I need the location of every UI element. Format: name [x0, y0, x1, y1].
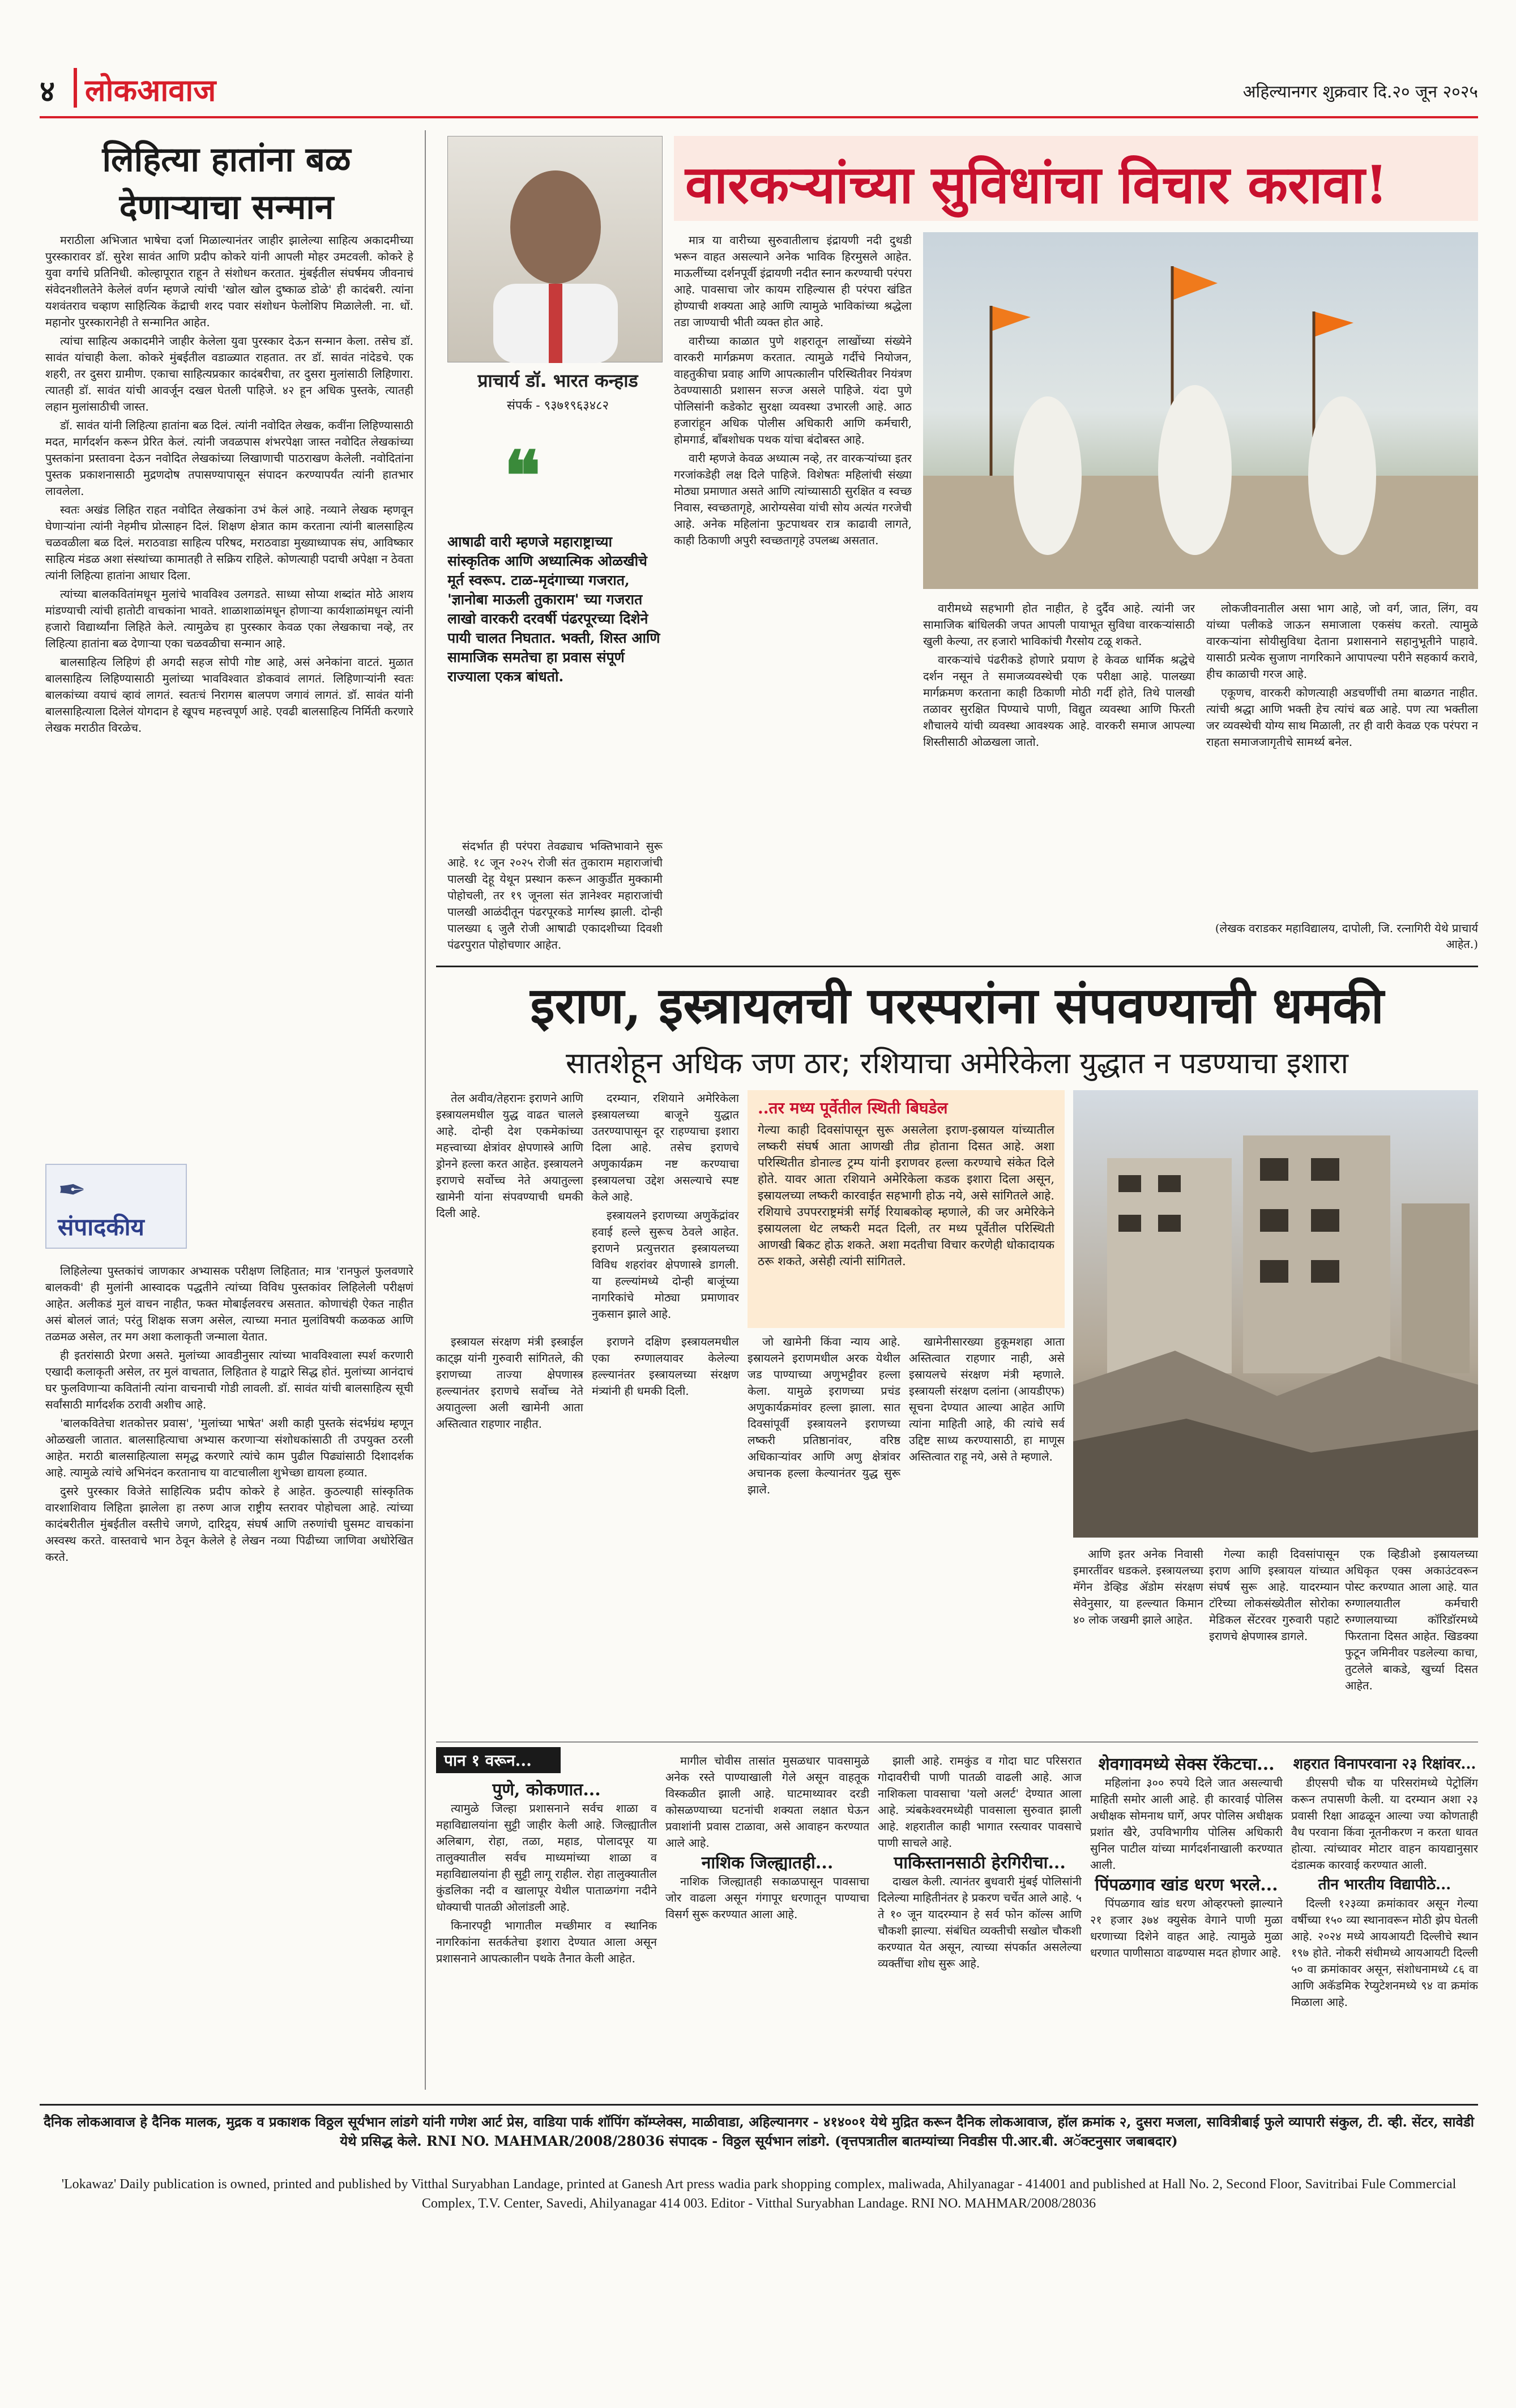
story4-col1: [436, 1778, 657, 2095]
story3-col2: [592, 1090, 739, 1328]
story3-para: तेल अवीव/तेहरानः इराणने आणि इस्त्रायलमधील युद्ध वाढत चालले आहे. दोन्ही देश एकमेकांच्या महत्त्वाच्या क्षेत्रांवर क्षेपणास्त्रे आणि ड्रोनने हल्ला करत आहेत. इस्त्रायलने इराणचे सर्वोच्च नेते अयातुल्ला खामेनी यांना संपवण्याची धमकी दिली आहे.: [436, 1091, 583, 1220]
story4-para: त्यामुळे जिल्हा प्रशासनाने सर्वच शाळा व महाविद्यालयांना सुट्टी जाहीर केली आहे. जिल्ह्यातील अलिबाग, रोहा, तळा, महाड, पोलादपूर या तालुक्यातील सर्वच माध्यमांच्या शाळा व महाविद्यालयांना ही सुट्टी लागू राहील. रोहा तालुक्यातील कुंडलिका नदी व खालापूर येथील पाताळगंगा नदीने धोक्याची पातळी ओलांडली आहे.: [436, 1801, 657, 1914]
story2-title: वारकऱ्यांच्या सुविधांचा विचार करावा!: [685, 154, 1388, 215]
logo-text: लोकआवाज: [85, 72, 216, 108]
story1-title: लिहित्या हातांना बळ देणाऱ्याचा सन्मान: [102, 140, 351, 227]
story2-para: लोकजीवनातील असा भाग आहे, जो वर्ग, जात, लिंग, वय यांच्या पलीकडे जाऊन समाजाला एकसंघ करतो. त्यामुळे वारकऱ्यांना सोयीसुविधा देताना प्रशासनाने सहानुभूतीने पाहावे. यासाठी प्रत्येक सुजाण नागरिकाने आपापल्या परीने सहकार्य करावे, हीच काळाची गरज आहे.: [1206, 601, 1478, 681]
story3-box-title: ..तर मध्य पूर्वेतील स्थिती बिघडेल: [758, 1099, 948, 1117]
footer-imprint-marathi: दैनिक लोकआवाज हे दैनिक मालक, मुद्रक व प्रकाशक विठ्ठल सूर्यभान लांडगे यांनी गणेश आर्ट प्रेस, वाडिया पार्क शॉपिंग कॉम्प्लेक्स, माळीवाडा, अहिल्यानगर - ४१४००१ येथे मुद्रित करून दैनिक लोकआवाज, हॉल क्रमांक २, दुसरा मजला, सावित्रीबाई फुले व्यापारी संकुल, टी. व्ही. सेंटर, सावेडी येथे प्रसिद्ध केले. RNI NO. MAHMAR/2008/28036 संपादक - विठ्ठल सूर्यभान लांडगे. (वृत्तपत्रातील बातम्यांच्या निवडीस पी.आर.बी. अॅक्टनुसार जबाबदार): [44, 2114, 1474, 2149]
story4-title: [436, 1747, 561, 1773]
quote-icon: ❝: [504, 436, 541, 516]
story4-col3: [878, 1753, 1082, 2095]
story3-col1: [436, 1090, 583, 1328]
story1-para: स्वतः अखंड लिहित राहत नवोदित लेखकांना उभं केलं आहे. नव्याने लेखक म्हणवून घेणाऱ्यांना त्यांनी नेहमीच प्रोत्साहन दिलं. शिक्षण क्षेत्रात काम करताना त्यांनी बालसाहित्य चळवळीला बळ दिलं. मराठवाडा साहित्य परिषद, मराठवाडा मुख्याध्यापक संघ, आविष्कार साहित्य मंडळ अशा संस्थांच्या कामातही ते सक्रिय राहिले. कोणत्याही पदाची अपेक्षा न ठेवता त्यांनी लिहित्या हातांना आधार दिला.: [45, 503, 413, 582]
author-photo: [447, 136, 663, 362]
story4-para: दिल्ली १२३व्या क्रमांकावर असून गेल्या वर्षीच्या १५० व्या स्थानावरून मोठी झेप घेतली आहे. २०२४ मध्ये आयआयटी दिल्लीचे स्थान १९७ होते. नोकरी संधीमध्ये आयआयटी दिल्ली ५० वा क्रमांकावर असून, संशोधनामध्ये ८६ वा आणि अकॅडमिक रेप्युटेशनमध्ये ९४ वा क्रमांक मिळाला आहे.: [1291, 1897, 1478, 2009]
story4-col2: [665, 1753, 869, 2095]
story1-para: मराठीला अभिजात भाषेचा दर्जा मिळाल्यानंतर जाहीर झालेल्या साहित्य अकादमीच्या पुरस्कारावर डॉ. सुरेश सावंत आणि प्रदीप कोकरे यांनी आपली मोहर उमटवली. कोकरे हे युवा वर्गाचे प्रतिनिधी. कोल्हापूरात राहून ते संशोधन करतात. मुंबईतील संघर्षमय जीवनाचं संवेदनशीलतेने केलेलं वर्णन म्हणजे त्यांची 'खोल खोल दुष्काळ डोळे' ही कादंबरी. त्यांना यशवंतराव चव्हाण साहित्यिक केंद्राची शरद पवार संशोधन फेलोशिप मिळालेली. ना. धों. महानोर पुरस्कारानेही ते सन्मानित आहेत.: [45, 233, 413, 329]
author-name: प्राचार्य डॉ. भारत कन्हाड: [477, 370, 638, 391]
story4-title-text: पान १ वरून...: [444, 1751, 532, 1770]
story4-subhead: पुणे, कोकणात...: [492, 1780, 601, 1800]
story2-col1: [447, 838, 663, 957]
story1-para: 'बालकवितेचा शतकोत्तर प्रवास', 'मुलांच्या भाषेत' अशी काही पुस्तके संदर्भग्रंथ म्हणून ओळखली जातात. बालसाहित्याचा अभ्यास करणाऱ्या संशोधकांसाठी ती उपयुक्त ठरली आहेत. मराठी बालसाहित्याला समृद्ध करणारे त्यांचे काम पुढील पिढ्यांसाठी दिशादर्शक आहे. त्यामुळे त्यांचे अभिनंदन करतानाच या वाटचालीला शुभेच्छा द्यायला हव्यात.: [45, 1416, 413, 1479]
masthead-rule: [40, 116, 1478, 118]
story4-para: किनारपट्टी भागातील मच्छीमार व स्थानिक नागरिकांना सतर्कतेचा इशारा देण्यात आला असून प्रशासनाने आपत्कालीन पथके तैनात केली आहेत.: [436, 1919, 657, 1965]
story4-subhead: शहरात विनापरवाना २३ रिक्षांवर...: [1293, 1756, 1476, 1773]
story1-body-cont: [45, 1263, 413, 2095]
story3-para: गेल्या काही दिवसांपासून इराण आणि इस्त्रायल यांच्यात संघर्ष सुरू आहे. यादरम्यान टॉरेच्या लोकसंख्येतील सोरोका मेडिकल सेंटरवर गुरुवारी पहाटे इराणचे क्षेपणास्त्र डागले.: [1209, 1547, 1339, 1643]
story1-para: लिहिलेल्या पुस्तकांचं जाणकार अभ्यासक परीक्षण लिहितात; मात्र 'रानफुलं फुलवणारे बालकवी' ही मुलांनी आस्वादक पद्धतीने त्यांच्या विविध पुस्तकांवर लिहिलेली परीक्षणं आहेत. अलीकडं मुलं वाचन नाहीत, फक्त मोबाईलवरच असतात. कोणाचंही ऐकत नाहीत असं बोललं जातं; परंतु शिक्षक सजग असेल, त्याच्या मनात मुलांविषयी कळकळ आणि तळमळ असेल, तर मग अशा कलाकृती जन्माला येतात.: [45, 1264, 413, 1343]
story3-title: इराण, इस्त्रायलची परस्परांना संपवण्याची धमकी: [530, 976, 1384, 1035]
feather-icon: ✒: [58, 1171, 87, 1210]
story3-col11: [1345, 1546, 1478, 1739]
story2-col2: [674, 232, 912, 957]
story1-para: त्यांच्या बालकवितांमधून मुलांचे भावविश्व उलगडते. साध्या सोप्या शब्दांत मोठे आशय मांडण्याची त्यांची हातोटी वाचकांना भावते. शाळाशाळांमधून होणाऱ्या कार्यशाळांमधून त्यांनी हजारो विद्यार्थ्यांना लिहिते केले. त्यामुळेच हा पुरस्कार केवळ एका लेखकाचा नव्हे, तर लिहित्या हातांना बळ देणाऱ्या एका चळवळीचा सन्मान आहे.: [45, 587, 413, 650]
story3-box-text: गेल्या काही दिवसांपासून सुरू असलेला इराण-इस्रायल यांच्यातील लष्करी संघर्ष आता आणखी तीव्र होताना दिसत आहे. अशा परिस्थितीत डोनाल्ड ट्रम्प यांनी इराणवर हल्ला करण्याचे संकेत दिले होते. यावर आता रशियाने अमेरिकेला कडक इशारा दिला असून, इस्रायलच्या लष्करी कारवाईत सहभागी होऊ नये, असे सांगितले आहे. रशियाचे उपपरराष्ट्रमंत्री सर्गेई रियाबकोव्ह म्हणाले, की जर अमेरिकेने इस्रायलला थेट लष्करी मदत दिली, तर मध्य पूर्वेतील परिस्थिती आणखी बिकट होऊ शकते. अशा मदतीचा विचार करणेही धोकादायक ठरू शकते, असेही त्यांनी सांगितले.: [758, 1123, 1054, 1268]
section-divider: [436, 966, 1478, 967]
story3-para: इराणने दक्षिण इस्त्रायलमधील एका रुग्णालयावर केलेल्या हल्ल्यानंतर इस्त्रायलच्या संरक्षण मंत्र्यांनी ही धमकी दिली.: [592, 1335, 739, 1398]
story2-para: एकूणच, वारकरी कोणत्याही अडचणींची तमा बाळगत नाहीत. त्यांची श्रद्धा आणि भक्ती हेच त्यांचं बळ आहे. पण त्या भक्तीला जर व्यवस्थेची योग्य साथ मिळाली, तर ही वारी केवळ एक परंपरा न राहता समाजजागृतीचे सामर्थ्य बनेल.: [1206, 686, 1478, 749]
procession-illustration: [923, 232, 1478, 589]
section-divider: [436, 1741, 1478, 1743]
story1-body: [45, 232, 413, 1150]
story4-col4: [1090, 1753, 1283, 2095]
page-number: ४: [40, 74, 55, 109]
story4-para: नाशिक जिल्ह्यातही सकाळपासून पावसाचा जोर वाढला असून गंगापूर धरणातून पाण्याचा विसर्ग सुरू करण्यात आला आहे.: [665, 1875, 869, 1921]
story3-para: इस्त्रायल संरक्षण मंत्री इस्त्राईल काट्झ यांनी गुरुवारी सांगितले, की इराणच्या ताज्या क्षेपणास्त्र हल्ल्यानंतर इराणचे सर्वोच्च नेते अयातुल्ला अली खामेनी आता अस्तित्वात राहणार नाहीत.: [436, 1335, 583, 1431]
story3-para: दरम्यान, रशियाने अमेरिकेला इस्त्रायलच्या बाजूने युद्धात उतरण्यापासून दूर राहण्याचा इशारा दिला आहे. तसेच इराणचे अणुकार्यक्रम नष्ट करण्याचा इस्त्रायलचा उद्देश असल्याचे स्पष्ट केले आहे.: [592, 1091, 739, 1203]
story4-para: मागील चोवीस तासांत मुसळधार पावसामुळे अनेक रस्ते पाण्याखाली गेले असून वाहतूक विस्कळीत झाली आहे. घाटमाथ्यावर दरडी कोसळण्याच्या घटनांची शक्यता लक्षात घेऊन प्रवाशांनी प्रवास टाळावा, असे आवाहन करण्यात आले आहे.: [665, 1754, 869, 1850]
story2-para: संदर्भात ही परंपरा तेवढ्याच भक्तिभावाने सुरू आहे. १८ जून २०२५ रोजी संत तुकाराम महाराजांची पालखी देहू येथून प्रस्थान करून आकुर्डीत मुक्कामी पोहोचली, तर १९ जूनला संत ज्ञानेश्वर महाराजांची पालखी आळंदीतून पंढरपूरकडे मार्गस्थ झाली. दोन्ही पालख्या ६ जुलै रोजी आषाढी एकादशीच्या दिवशी पंढरपुरात पोहोचणार आहेत.: [447, 839, 663, 951]
story2-col4: [1206, 600, 1478, 917]
story3-col3: [436, 1334, 583, 1538]
story2-para: वारीमध्ये सहभागी होत नाहीत, हे दुर्दैव आहे. त्यांनी जर सामाजिक बांधिलकी जपत आपली पायाभूत सुविधा वारकऱ्यांसाठी खुली केल्या, तर हजारो भाविकांची गैरसोय टळू शकते.: [923, 601, 1195, 648]
story4-subhead: पिंपळगाव खांड धरण भरले...: [1095, 1875, 1278, 1895]
story3-col9: [1073, 1546, 1203, 1739]
story4-col5: [1291, 1753, 1478, 2095]
story3-para: आणि इतर अनेक निवासी इमारतींवर धडकले. इस्त्रायलच्या मॅगेन डेव्हिड ॲडोम संरक्षण सेवेनुसार, या हल्ल्यात किमान ४० लोक जखमी झाले आहेत.: [1073, 1547, 1203, 1626]
story1-para: बालसाहित्य लिहिणं ही अगदी सहज सोपी गोष्ट आहे, असं अनेकांना वाटतं. मुळात बालसाहित्य लिहिण्यासाठी मुलांच्या भावविश्वात डोकवावं लागतं. लिहिणाऱ्यांनी स्वतः बालकांच्या वयाचं व्हावं लागतं. स्वतःचं निरागस बालपण जगावं लागतं. डॉ. सावंत यांनी बालसाहित्याला दिलेलं योगदान हे खूपच महत्त्वपूर्ण आहे. एवढी बालसाहित्य निर्मिती करणारे लेखक मराठीत विरळेच.: [45, 655, 413, 735]
pullquote: आषाढी वारी म्हणजे महाराष्ट्राच्या सांस्कृतिक आणि अध्यात्मिक ओळखीचे मूर्त स्वरूप. टाळ-मृदंगाच्या गजरात, 'ज्ञानोबा माऊली तुकाराम' च्या गजरात लाखो वारकरी दरवर्षी पंढरपूरच्या दिशेने पायी चालत निघतात. भक्ती, शिस्त आणि सामाजिक समतेचा हा प्रवास संपूर्ण राज्याला एकत्र बांधतो.: [447, 533, 660, 685]
destroyed-building-photo: [1073, 1090, 1478, 1538]
story1-para: डॉ. सावंत यांनी लिहित्या हातांना बळ दिलं. त्यांनी नवोदित लेखक, कवींना लिहिण्यासाठी मदत, मार्गदर्शन करून प्रेरित केलं. त्यांनी जवळपास शंभरपेक्षा जास्त नवोदित लेखकांच्या पुस्तकांना प्रस्तावना देऊन नवोदित लेखकांच्या लिखाणाची पाठराखण केलेली. नवोदितांना पुस्तक प्रकाशनासाठी मुद्रणदोष तपासण्यापासून संपादन करण्यापर्यंत त्यांनी हातभार लावलेला.: [45, 419, 413, 498]
story3-col4: [592, 1334, 739, 1538]
story3-para: एक व्हिडीओ इस्रायलच्या अधिकृत एक्स अकाउंटवरून पोस्ट करण्यात आला आहे. यात रुग्णालयातील कर्मचारी रुग्णालयाच्या कॉरिडॉरमध्ये फिरताना दिसत आहेत. खिडक्या फुटून जमिनीवर पडलेल्या काचा, तुटलेले बाकडे, खुर्च्या दिसत आहेत.: [1345, 1547, 1478, 1692]
story3-col5: [748, 1334, 900, 1538]
rubble-illustration: [1073, 1090, 1478, 1538]
story4-para: झाली आहे. रामकुंड व गोदा घाट परिसरात गोदावरीची पाणी पातळी वाढली आहे. आज नाशिकला पावसाचा 'यलो अलर्ट' देण्यात आला आहे. त्र्यंबकेश्वरमध्येही पावसाला सुरुवात झाली आहे. शहरातील काही भागात रस्त्यावर पावसाचे पाणी साचले आहे.: [878, 1754, 1082, 1850]
story3-subtitle: सातशेहून अधिक जण ठार; रशियाचा अमेरिकेला युद्धात न पडण्याचा इशारा: [566, 1047, 1348, 1081]
masthead: [40, 68, 1478, 113]
story4-subhead: तीन भारतीय विद्यापीठे...: [1318, 1876, 1451, 1893]
story1-para: ही इतरांसाठी प्रेरणा असते. मुलांच्या आवडीनुसार त्यांच्या भावविश्वाला स्पर्श करणारी एखादी कलाकृती असेल, तर मुलं वाचतात, लिहितात हे याद्वारे सिद्ध होतं. मुलांच्या आनंदाचं घर फुलविणाऱ्या कवितांनी त्यांना वाचनाची गोडी लावली. डॉ. सावंत यांची बालसाहित्य सूची सर्वांसाठी मार्गदर्शक ठरावी अशीच आहे.: [45, 1348, 413, 1411]
story2-para: मात्र या वारीच्या सुरुवातीलाच इंद्रायणी नदी दुथडी भरून वाहत असल्याने अनेक भाविक हिरमुसले आहेत. माऊलींच्या दर्शनपूर्वी इंद्रायणी नदीत स्नान करण्याची परंपरा आहे. पावसाचा जोर कायम राहिल्यास ही परंपरा खंडित होण्याची शक्यता आहे आणि त्यामुळे भाविकांच्या श्रद्धेला तडा जाण्याची भीती व्यक्त होत आहे.: [674, 233, 912, 329]
story4-para: पिंपळगाव खांड धरण ओव्हरफ्लो झाल्याने २१ हजार ३७४ क्युसेक वेगाने पाणी मुळा धरणाच्या दिशेने वाहत आहे. त्यामुळे मुळा धरणात पाणीसाठा वाढण्यास मदत होणार आहे.: [1090, 1897, 1283, 1959]
story1-para: त्यांचा साहित्य अकादमीने जाहीर केलेला युवा पुरस्कार देऊन सन्मान केला. तसेच डॉ. सावंत यांचाही केला. कोकरे मुंबईतील वडाळ्यात राहतात. तर डॉ. सावंत नांदेडचे. एक शहरी, तर दुसरा ग्रामीण. एकाचा साहित्यप्रकार कादंबरीचा, तर दुसरा मुलांसाठी लिहिणारा. त्यातही डॉ. सावंत यांची आवर्जून दखल घेतली पाहिजे. ४२ हून अधिक पुस्तके, त्यातही लहान मुलांसाठीची जास्त.: [45, 334, 413, 413]
story4-subhead: नाशिक जिल्ह्यातही...: [701, 1853, 834, 1873]
story2-headline-banner: [674, 136, 1478, 221]
story2-para: वारी म्हणजे केवळ अध्यात्म नव्हे, तर वारकऱ्यांच्या इतर गरजांकडेही लक्ष दिले पाहिजे. विशेषतः महिलांची संख्या मोठ्या प्रमाणात असते आणि त्यांच्यासाठी सुरक्षित व स्वच्छ निवास, स्वच्छतागृहे, आरोग्यसेवा यांची सोय अत्यंत गरजेची आहे. अनेक महिलांना फुटपाथवर रात्र काढावी लागते, काही ठिकाणी अपुरी स्वच्छतागृहे उपलब्ध असतात.: [674, 451, 912, 547]
column-divider: [425, 130, 426, 2090]
story3-col10: [1209, 1546, 1339, 1739]
story3-box: [748, 1090, 1065, 1328]
editorial-tag: [45, 1164, 187, 1249]
story2-para: वारीच्या काळात पुणे शहरातून लाखोंच्या संख्येने वारकरी मार्गक्रमण करतात. त्यामुळे गर्दीचे नियोजन, वाहतुकीचा प्रवाह आणि आपत्कालीन परिस्थितीवर नियंत्रण ठेवण्यासाठी प्रशासन सज्ज असले पाहिजे. यंदा पुणे पोलिसांनी कडेकोट सुरक्षा व्यवस्था उभारली आहे. आठ हजारांहून अधिक पोलीस अधिकारी आणि कर्मचारी, होमगार्ड, बाँबशोधक पथक यांचा बंदोबस्त आहे.: [674, 334, 912, 446]
story3-para: जो खामेनी किंवा न्याय आहे. इस्रायलने इराणमधील अरक येथील जड पाण्याच्या अणुभट्टीवर हल्ला केला. यामुळे इराणच्या प्रचंड अणुकार्यक्रमांवर हल्ला झाला. सात दिवसांपूर्वी इस्त्रायलने इराणच्या लष्करी प्रतिष्ठानांवर, वरिष्ठ अधिकाऱ्यांवर आणि अणु क्षेत्रांवर अचानक हल्ला केल्यानंतर युद्ध सुरू झाले.: [748, 1335, 900, 1496]
portrait-illustration: [448, 136, 663, 363]
wari-procession-photo: [923, 232, 1478, 589]
story1-para: दुसरे पुरस्कार विजेते साहित्यिक प्रदीप कोकरे हे आहेत. कुठल्याही सांस्कृतिक वारशाशिवाय लिहिता झालेला हा तरुण आज राष्ट्रीय स्तरावर पोहोचला आहे. त्यांच्या कादंबरीतील मुंबईतील वस्तीचे जगणे, दारिद्र्य, संघर्ष आणि तरुणांची घुसमट वाचकांना अस्वस्थ करते. वास्तवाचे भान ठेवून केलेले हे लेखन नव्या पिढीच्या जाणिवा अधोरेखित करते.: [45, 1484, 413, 1564]
footer-rule: [40, 2104, 1478, 2106]
story4-para: महिलांना ३०० रुपये दिले जात असल्याची माहिती समोर आली आहे. ही कारवाई पोलिस अधीक्षक सोमनाथ घार्गे, अपर पोलिस अधीक्षक प्रशांत खैरे, उपविभागीय पोलिस अधिकारी सुनिल पाटील यांच्या मार्गदर्शनाखाली करण्यात आली.: [1090, 1776, 1283, 1872]
story2-col3: [923, 600, 1195, 957]
author-contact: संपर्क - ९३७१९६३४८२: [506, 399, 609, 413]
footer-imprint-english: 'Lokawaz' Daily publication is owned, printed and published by Vitthal Suryabhan Landage, printed at Ganesh Art press wadia park shopping complex, maliwada, Ahilyanagar - 414001 and published at Hall No. 2, Second Floor, Savitribai Fule Commercial Complex, T.V. Center, Savedi, Ahilyanagar 414 003. Editor - Vitthal Suryabhan Landage. RNI NO. MAHMAR/2008/28036: [61, 2177, 1457, 2211]
editorial-tag-text: संपादकीय: [58, 1213, 144, 1241]
story3-para: खामेनीसारख्या हुकूमशहा आता अस्तित्वात राहणार नाही, असे इस्रायलचे संरक्षण मंत्री म्हणाले. इस्त्रायली संरक्षण दलांना (आयडीएफ) सूचना देण्यात आल्या आहेत आणि त्यांना माहिती आहे, की त्यांचे सर्व उद्दिष्ट साध्य करण्यासाठी, हा माणूस अस्तित्वात राहू नये, असे ते म्हणाले.: [909, 1335, 1065, 1463]
dateline: अहिल्यानगर शुक्रवार दि.२० जून २०२५: [1242, 82, 1478, 102]
story4-subhead: पाकिस्तानसाठी हेरगिरीचा...: [894, 1853, 1066, 1873]
logo: [74, 68, 227, 108]
story4-subhead: शेवगावमध्ये सेक्स रॅकेटचा...: [1098, 1754, 1275, 1774]
story3-para: इस्त्रायलने इराणच्या अणुकेंद्रांवर हवाई हल्ले सुरूच ठेवले आहेत. इराणने प्रत्युत्तरात इस्त्रायलच्या विविध शहरांवर क्षेपणास्त्रे डागली. या हल्ल्यांमध्ये दोन्ही बाजूंच्या नागरिकांचे मोठ्या प्रमाणावर नुकसान झाले आहे.: [592, 1209, 739, 1321]
story4-para: दाखल केली. त्यानंतर बुधवारी मुंबई पोलिसांनी दिलेल्या माहितीनंतर हे प्रकरण चर्चेत आले आहे. ५ ते १० जून यादरम्यान हे सर्व फोन कॉल्स आणि चौकशी झाल्या. संबंधित व्यक्तीची सखोल चौकशी करण्यात येत असून, त्याच्या संपर्कात असलेल्या व्यक्तींचा शोध सुरू आहे.: [878, 1875, 1082, 1970]
story2-para: वारकऱ्यांचे पंढरीकडे होणारे प्रयाण हे केवळ धार्मिक श्रद्धेचे दर्शन नसून ते समाजव्यवस्थेची एक परीक्षा आहे. पालख्या मार्गक्रमण करताना काही ठिकाणी मोठी गर्दी होते, तिथे पालखी तळावर सुरक्षित पिण्याचे पाणी, विद्युत व्यवस्था आणि फिरती शौचालये यांची व्यवस्था आवश्यक आहे. वारकरी समाज आपल्या शिस्तीसाठी ओळखला जातो.: [923, 653, 1195, 749]
story3-col6: [909, 1334, 1065, 1538]
story4-para: डीएसपी चौक या परिसरांमध्ये पेट्रोलिंग करून तपासणी केली. या दरम्यान अशा २३ प्रवासी रिक्षा आढळून आल्या ज्या कोणताही वैध परवाना किंवा नूतनीकरण न करता धावत होत्या. त्यांच्यावर मोटार वाहन कायद्यानुसार दंडात्मक कारवाई करण्यात आली.: [1291, 1776, 1478, 1872]
story2-byline-end: (लेखक वराडकर महाविद्यालय, दापोली, जि. रत्नागिरी येथे प्राचार्य आहेत.): [1215, 921, 1478, 951]
